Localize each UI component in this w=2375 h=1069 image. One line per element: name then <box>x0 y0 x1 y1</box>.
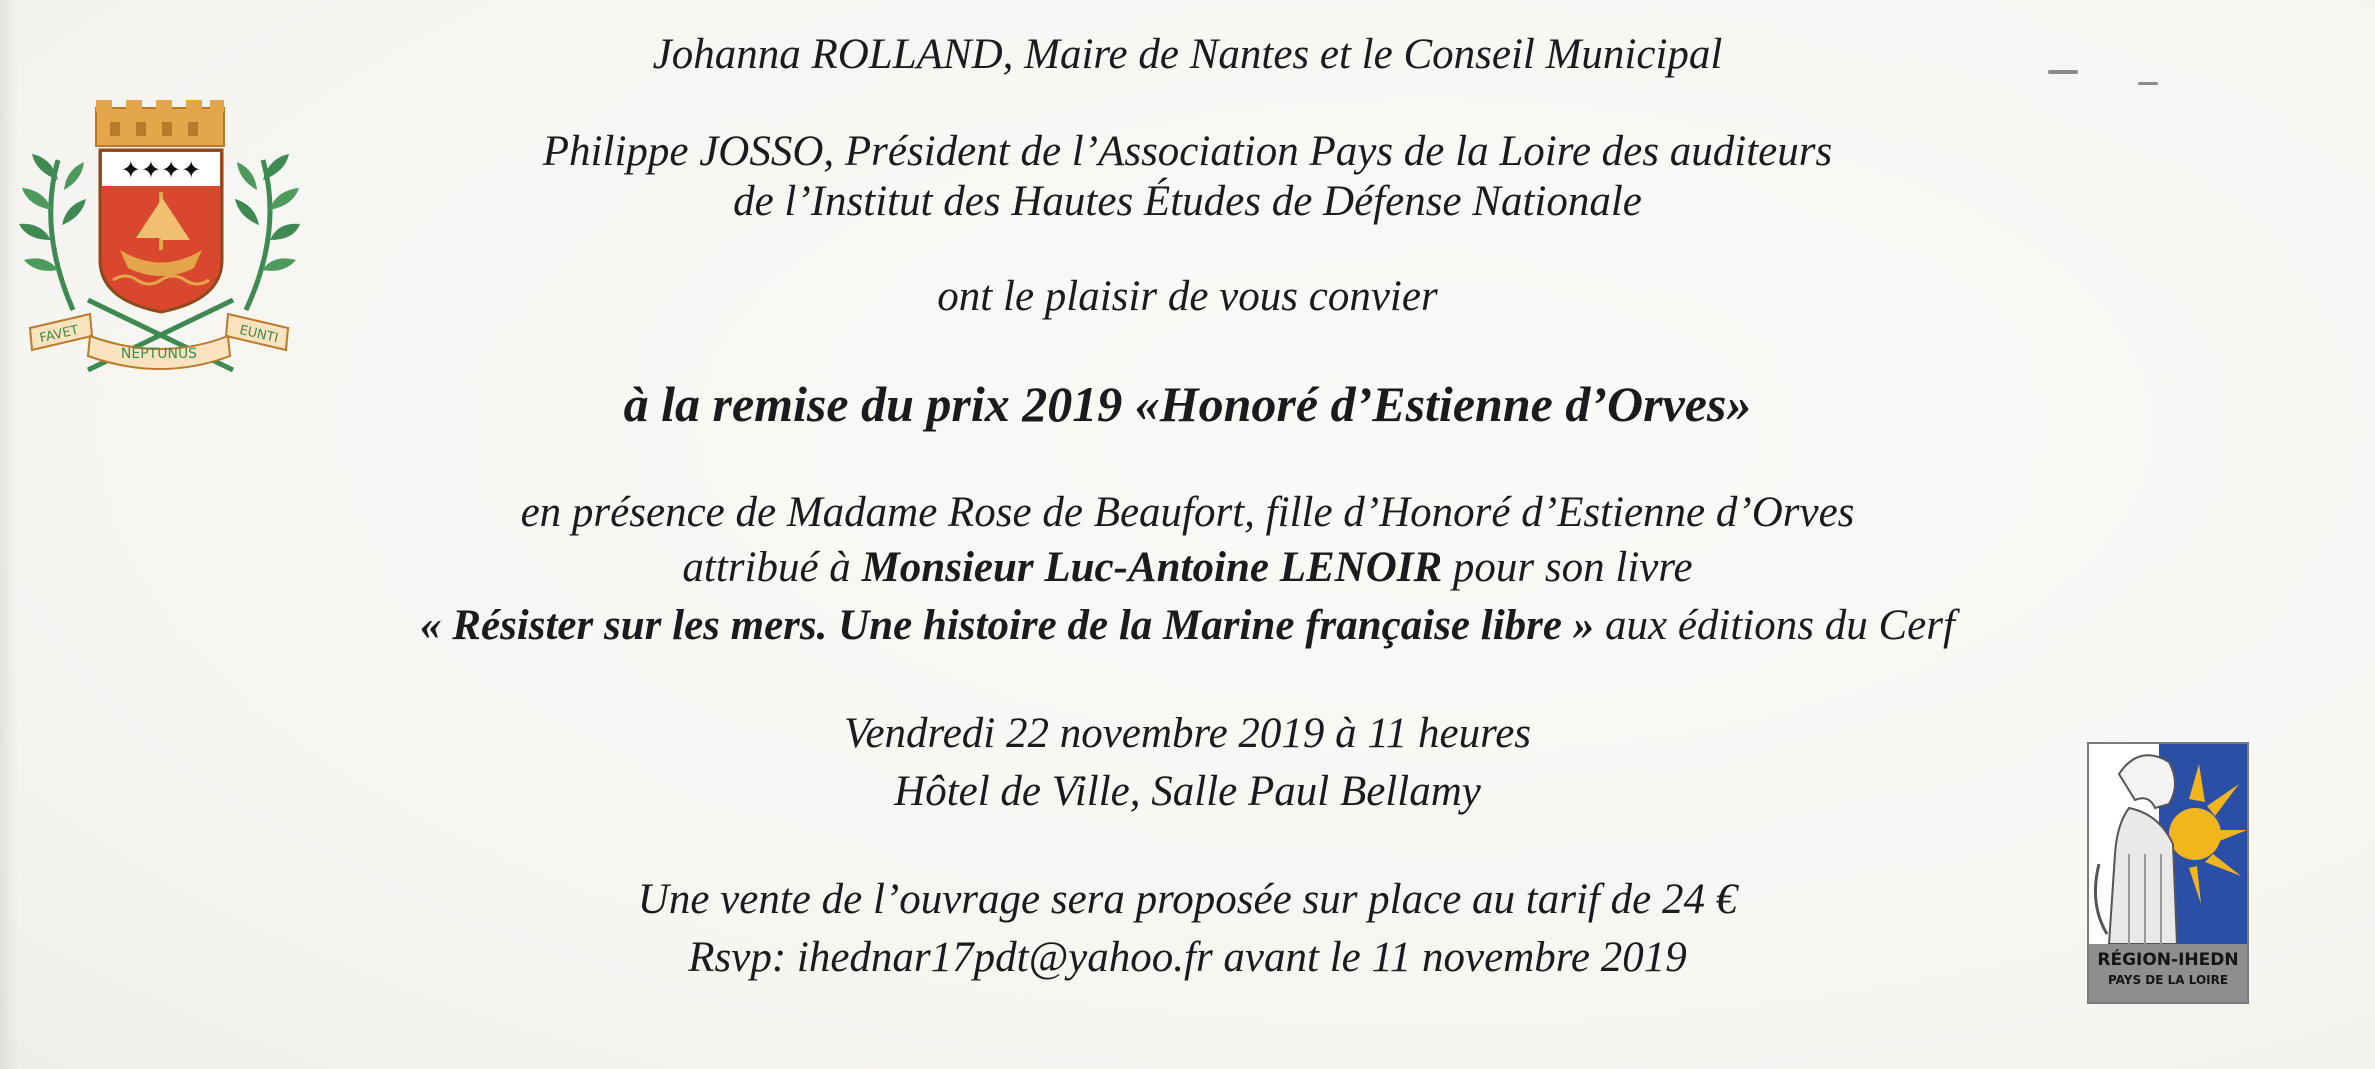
svg-text:✦✦✦✦: ✦✦✦✦ <box>120 156 202 184</box>
host-line: Johanna ROLLAND, Maire de Nantes et le Conseil Municipal <box>652 31 1723 78</box>
awarded-suffix: pour son livre <box>1442 544 1693 591</box>
publisher-text: aux éditions du Cerf <box>1594 602 1955 649</box>
ihedn-label-1: RÉGION-IHEDN <box>2097 950 2239 970</box>
motto-ribbon <box>30 314 288 369</box>
awarded-line <box>0 543 2375 593</box>
date-line: Vendredi 22 novembre 2019 à 11 heures <box>843 710 1532 757</box>
sale-line: Une vente de l’ouvrage sera proposée sur place au tarif de 24 € <box>637 876 1738 923</box>
awarded-prefix: attribué à <box>682 544 862 591</box>
cohost-line-1: Philippe JOSSO, Président de l’Association Pays de la Loire des auditeurs <box>542 128 1833 175</box>
region-ihedn-logo <box>2087 742 2249 1004</box>
book-line <box>0 601 2375 651</box>
cohost-line-2: de l’Institut des Hautes Études de Défense Nationale <box>733 178 1642 225</box>
book-title: Résister sur les mers. Une histoire de la Marine française libre <box>452 602 1562 649</box>
book-open-quote: « <box>420 602 453 649</box>
invite-line: ont le plaisir de vous convier <box>937 273 1438 320</box>
presence-line: en présence de Madame Rose de Beaufort, fille d’Honoré d’Estienne d’Orves <box>520 489 1855 536</box>
crest-motto-left: FAVET <box>38 322 81 347</box>
book-close-quote: » <box>1561 602 1595 649</box>
scan-speck <box>2138 82 2158 85</box>
crest-motto-right: EUNTI <box>237 322 280 347</box>
ihedn-label-2: PAYS DE LA LOIRE <box>2107 973 2229 987</box>
award-title: à la remise du prix 2019 «Honoré d’Estienne d’Orves» <box>623 376 1752 432</box>
venue-line: Hôtel de Ville, Salle Paul Bellamy <box>894 768 1481 815</box>
athena-sun-icon <box>2089 744 2247 944</box>
awardee-name: Monsieur Luc-Antoine LENOIR <box>861 544 1443 591</box>
crest-motto-center: NEPTUNUS <box>120 346 198 362</box>
rsvp-line: Rsvp: ihednar17pdt@yahoo.fr avant le 11 novembre 2019 <box>688 934 1687 981</box>
